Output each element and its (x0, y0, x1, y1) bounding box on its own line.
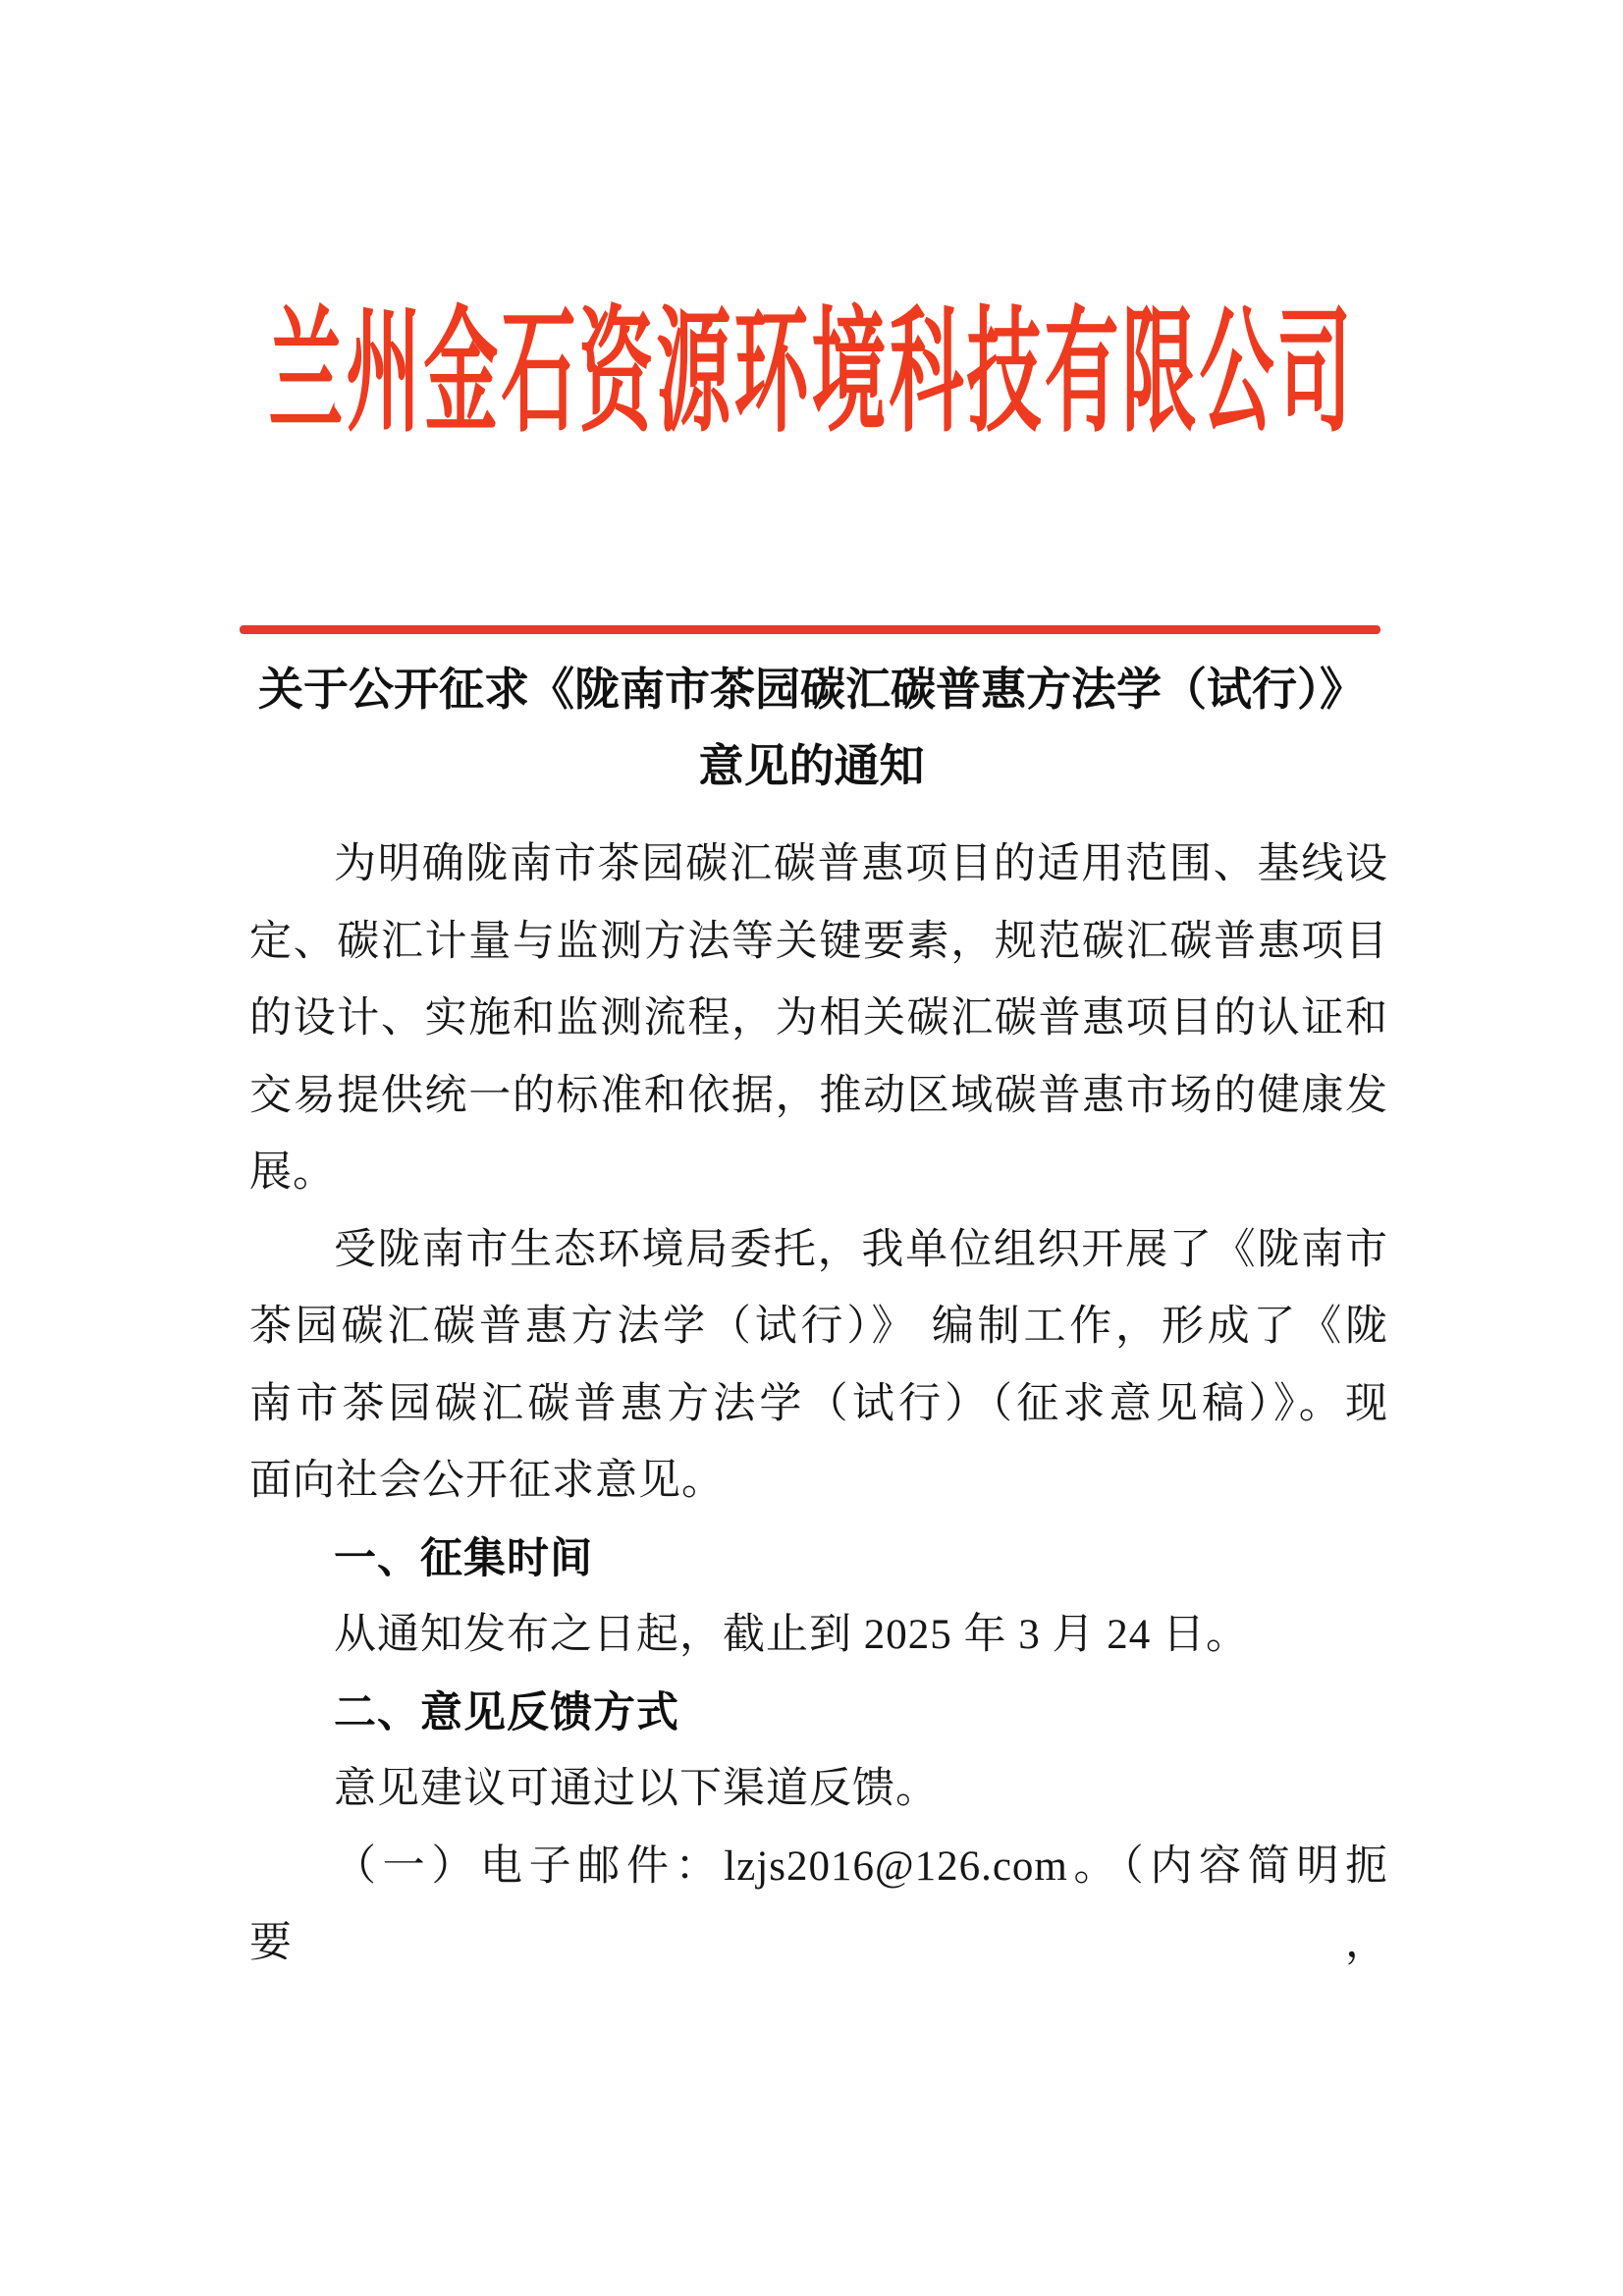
document-title-line1: 关于公开征求《陇南市茶园碳汇碳普惠方法学（试行）》 (258, 665, 1365, 715)
paragraph2-line2: 茶园碳汇碳普惠方法学（试行）》 编制工作，形成了《陇 (249, 1304, 1388, 1350)
letterhead-divider (240, 625, 1380, 634)
section2-email-line: （一）电子邮件：lzjs2016@126.com。（内容简明扼要， (249, 1842, 1388, 1966)
paragraph1-line4: 交易提供统一的标准和依据，推动区域碳普惠市场的健康发 (249, 1072, 1388, 1119)
document-title (0, 652, 1623, 805)
section1-heading: 一、征集时间 (334, 1534, 593, 1582)
paragraph1-line5: 展。 (249, 1149, 336, 1196)
paragraph2-line3: 南市茶园碳汇碳普惠方法学（试行）（征求意见稿）》。现 (249, 1380, 1388, 1427)
section1-line1: 从通知发布之日起，截止到 2025 年 3 月 24 日。 (334, 1612, 1249, 1658)
section2-heading: 二、意见反馈方式 (334, 1688, 679, 1736)
section2-line1: 意见建议可通过以下渠道反馈。 (334, 1766, 939, 1812)
paragraph1-line1: 为明确陇南市茶园碳汇碳普惠项目的适用范围、基线设 (334, 841, 1388, 887)
paragraph1-line2: 定、碳汇计量与监测方法等关键要素，规范碳汇碳普惠项目 (249, 918, 1388, 965)
paragraph2-line4: 面向社会公开征求意见。 (249, 1458, 725, 1504)
paragraph1-line3: 的设计、实施和监测流程，为相关碳汇碳普惠项目的认证和 (249, 995, 1388, 1041)
document-title-line2: 意见的通知 (698, 741, 925, 791)
company-name: 兰州金石资源环境科技有限公司 (268, 298, 1355, 450)
paragraph2-line1: 受陇南市生态环境局委托，我单位组织开展了《陇南市 (334, 1226, 1388, 1273)
document-body (249, 827, 1388, 1983)
company-letterhead (0, 290, 1623, 450)
